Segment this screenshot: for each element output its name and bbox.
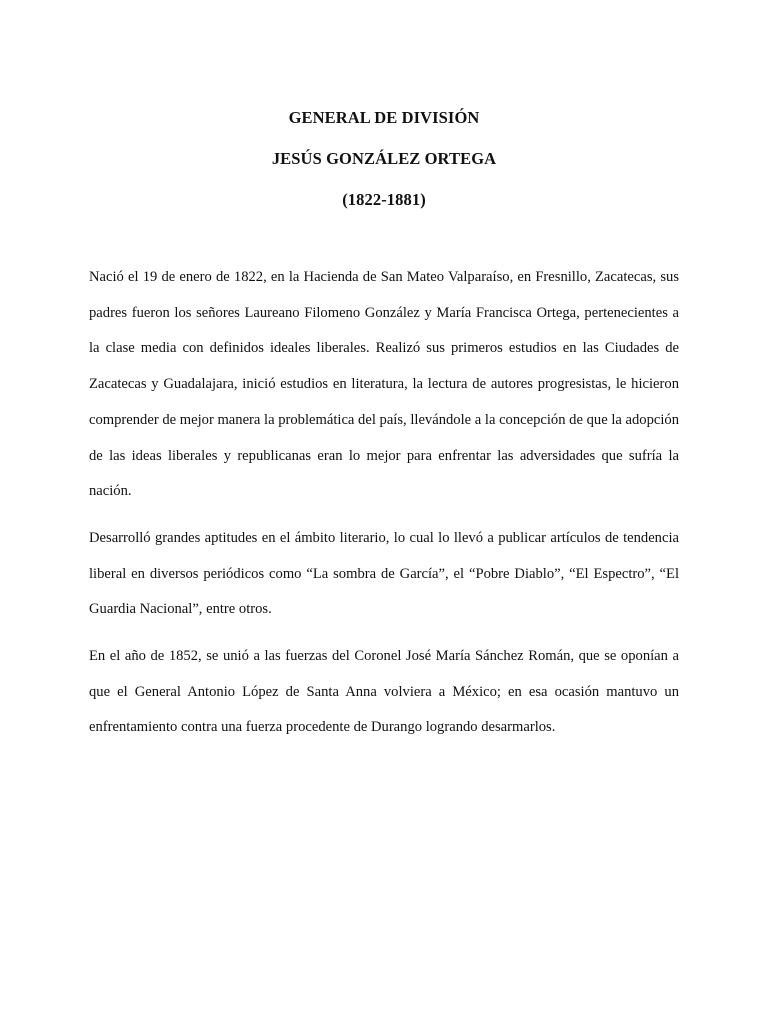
paragraph-1852: En el año de 1852, se unió a las fuerzas del Coronel José María Sánchez Román, que se oponían a que el General Antonio López de Santa Anna volviera a México; en esa ocasión mantuvo un enfrentamiento contra una fuerza procedente de Durango logrando desarmarlos. [89,648,679,736]
title-block [0,106,768,229]
document-title-years: (1822-1881) [342,190,426,209]
paragraph-birth: Nació el 19 de enero de 1822, en la Hacienda de San Mateo Valparaíso, en Fresnillo, Zacatecas, sus padres fueron los señores Laureano Filomeno González y María Francisca Ortega, pertenecientes a la clase media con definidos ideales liberales. Realizó sus primeros estudios en las Ciudades de Zacatecas y Guadalajara, inició estudios en literatura, la lectura de autores progresistas, le hicieron comprender de mejor manera la problemática del país, llevándole a la concepción de que la adopción de las ideas liberales y republicanas eran lo mejor para enfrentar las adversidades que sufría la nación. [89,269,679,500]
document-title-name: JESÚS GONZÁLEZ ORTEGA [271,149,497,168]
paragraph-literary: Desarrolló grandes aptitudes en el ámbito literario, lo cual lo llevó a publicar artículos de tendencia liberal en diversos periódicos como “La sombra de García”, el “Pobre Diablo”, “El Espectro”, “El Guardia Nacional”, entre otros. [89,529,679,618]
body-text [89,260,679,757]
document-title-rank: GENERAL DE DIVISIÓN [288,108,480,127]
